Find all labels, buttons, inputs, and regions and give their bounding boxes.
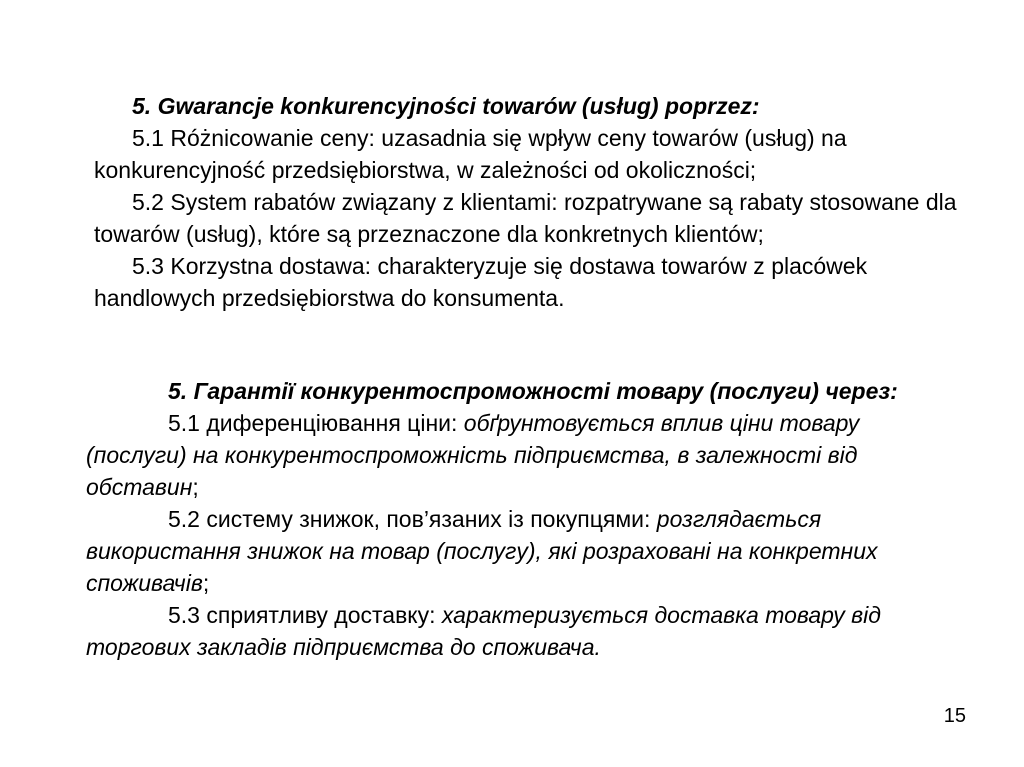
polish-item-3: 5.3 Korzystna dostawa: charakteryzuje się dostawa towarów z placówek handlowych przedsiębiorstwa do konsumenta. <box>94 253 868 311</box>
polish-item-2: 5.2 System rabatów związany z klientami: rozpatrywane są rabaty stosowane dla towarów (usług), które są przeznaczone dla konkretnych klientów; <box>94 189 957 247</box>
ukrainian-item-1-end: ; <box>192 474 199 500</box>
ukrainian-item-2 <box>86 503 966 599</box>
ukrainian-item-2-text: розглядається використання знижок на товар (послугу), які розраховані на конкретних споживачів <box>86 506 878 596</box>
ukrainian-item-1 <box>86 407 966 503</box>
ukrainian-item-1-text: обґрунтовується вплив ціни товару (послуги) на конкурентоспроможність підприємства, в залежності від обставин <box>86 410 860 500</box>
ukrainian-item-3-text: характеризується доставка товару від торгових закладів підприємства до споживача. <box>86 602 881 660</box>
ukrainian-item-2-end: ; <box>202 570 210 596</box>
ukrainian-item-3 <box>86 599 966 663</box>
page-number: 15 <box>943 705 966 727</box>
ukrainian-heading: 5. Гарантії конкурентоспроможності товару (послуги) через: <box>168 378 898 404</box>
polish-section <box>94 90 974 314</box>
polish-item-1: 5.1 Różnicowanie ceny: uzasadnia się wpływ ceny towarów (usług) na konkurencyjność przedsiębiorstwa, w zależności od okoliczności; <box>94 125 847 183</box>
ukrainian-section <box>86 375 966 663</box>
ukrainian-item-2-label: 5.2 систему знижок, пов’язаних із покупцями: <box>168 506 657 532</box>
ukrainian-item-3-label: 5.3 сприятливу доставку: <box>168 602 442 628</box>
ukrainian-item-1-label: 5.1 диференціювання ціни: <box>168 410 464 436</box>
polish-heading: 5. Gwarancje konkurencyjności towarów (usług) poprzez: <box>132 93 760 119</box>
